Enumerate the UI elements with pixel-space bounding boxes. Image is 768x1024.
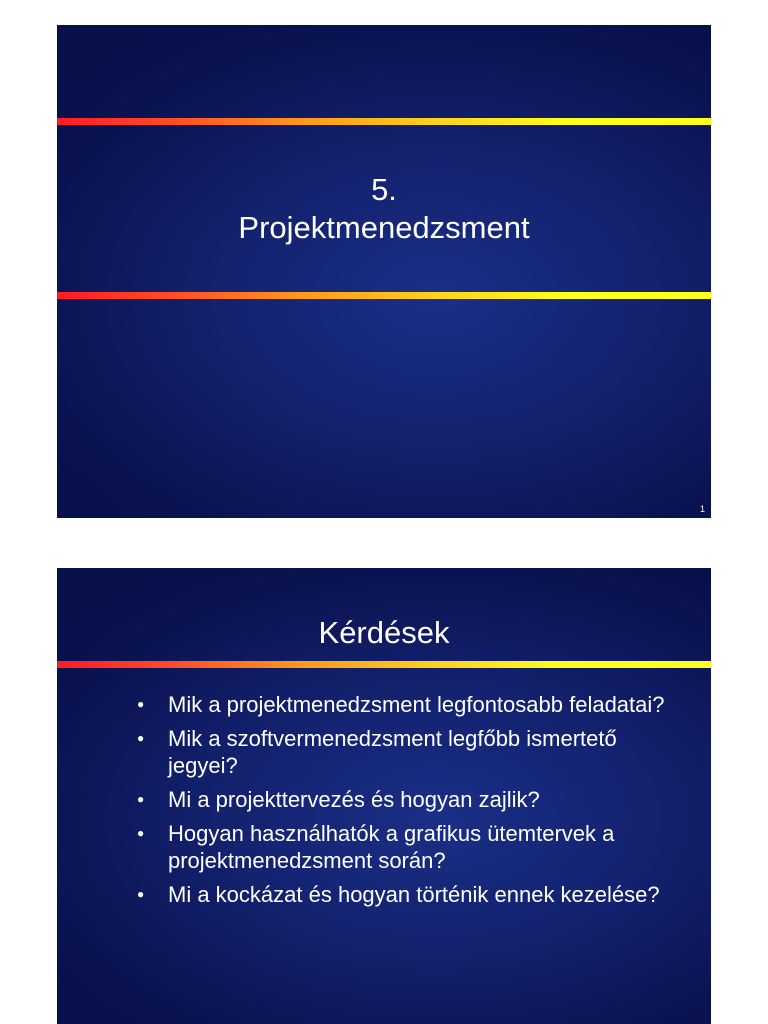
slide-2	[57, 568, 711, 1024]
bullet-icon: ●	[137, 697, 145, 711]
bullet-item	[57, 881, 711, 908]
bullet-icon: ●	[137, 731, 145, 745]
bullet-icon: ●	[137, 826, 145, 840]
bullet-text: Hogyan használhatók a grafikus ütemtervek a projektmenedzsment során?	[168, 821, 615, 873]
title-rule-bottom	[57, 292, 711, 299]
slide-number: 1	[699, 504, 705, 514]
title-rule	[57, 661, 711, 668]
bullet-icon: ●	[137, 792, 145, 806]
bullet-text: Mik a szoftvermenedzsment legfőbb ismertető jegyei?	[168, 726, 617, 778]
bullet-item	[57, 786, 711, 813]
bullet-item	[57, 725, 711, 779]
bullet-text: Mi a projekttervezés és hogyan zajlik?	[168, 787, 540, 812]
bullet-text: Mik a projektmenedzsment legfontosabb feladatai?	[168, 692, 665, 717]
bullet-item	[57, 820, 711, 874]
chapter-number: 5.	[371, 172, 397, 207]
bullet-list	[57, 691, 711, 915]
slide-title	[57, 171, 711, 247]
slide-title: Kérdések	[318, 615, 450, 650]
title-rule-top	[57, 118, 711, 125]
bullet-item	[57, 691, 711, 718]
bullet-text: Mi a kockázat és hogyan történik ennek kezelése?	[168, 882, 660, 907]
slide-1	[57, 25, 711, 518]
chapter-title: Projektmenedzsment	[238, 210, 530, 245]
bullet-icon: ●	[137, 887, 145, 901]
